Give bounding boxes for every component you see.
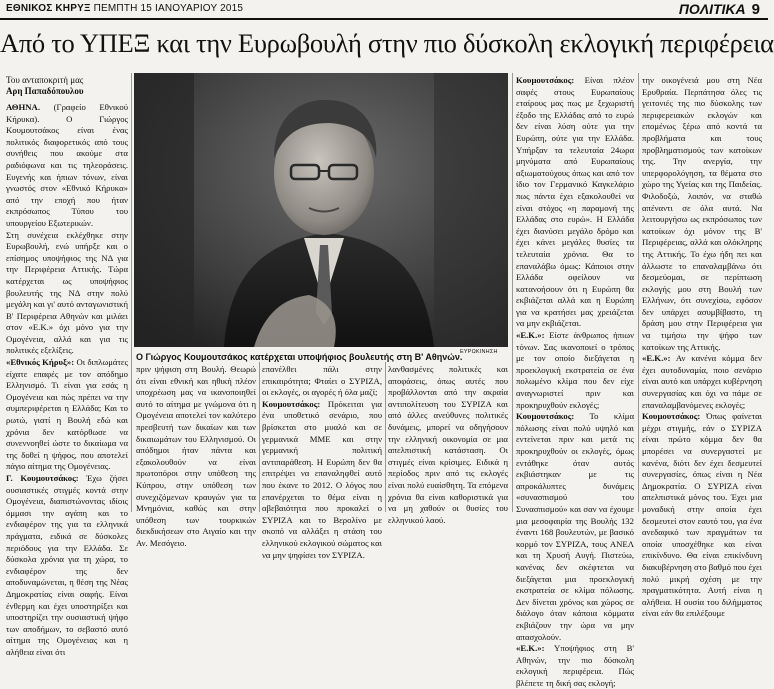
column-divider <box>638 73 639 512</box>
paragraph: «Εθνικός Κήρυξ»: Οι διπλωμάτες είχατε επαφές με τον απόδημο Ελληνισμό. Τι είναι για εσάς η Ομογένεια και πώς πρέπει να την συμπεριφέρεται η Ελλάδα; Και το ρωτώ, γιατί η Βουλή εδώ και χρόνια δεν κατόρθωσε να συνεννοηθεί ώστε το δικαίωμα να της δοθεί η ψήφος, που αποτελεί πάγιο αίτημα της Ομογένειας. <box>6 357 128 472</box>
page-header <box>0 0 768 19</box>
header-rule <box>0 18 768 20</box>
column-divider <box>131 73 132 512</box>
paragraph: Κουμουτσάκος: Όπως φαίνεται μέχρι στιγμής, εάν ο ΣΥΡΙΖΑ είναι πρώτο κόμμα δεν θα μπορέσει να συνεργαστεί με κανένα, διότι δεν έχει δεσμευτεί συνεργασίες, όπως είναι η Νέα Δημοκρατία. Ο ΣΥΡΙΖΑ είναι απελπιστικά μόνος του. Έχει μια μοναδική στην οποία έχει δεσμευτεί στον εαυτό του, για ένα ανεδαφικό των πραγμάτων τα οποία υποσχέθηκε και είναι επικίνδυνο. Θα είναι επικίνδυνη διακυβέρνηση στο βαθμό που έχει πολύ μικρή σχέση με την πραγματικότητα. Αυτή είναι η αλήθεια. Η ουσία του διλήμματος είναι εάν θα επιλέξουμε <box>642 411 762 619</box>
paragraph: «Ε.Κ.»: Αν κανένα κόμμα δεν έχει αυτοδυναμία, ποιο σενάριο είναι αυτό και υπάρχει κυβέρνηση συνεργασίας και όχι να πάμε σε επαναλαμβανόμενες εκλογές; <box>642 353 762 410</box>
byline-prefix: Του ανταποκριτή μας <box>6 75 84 85</box>
column-1 <box>6 75 128 657</box>
paragraph: Γ. Κουμουτσάκος: Έχω ζήσει ουσιαστικές στιγμές κοντά στην Ομογένεια, διαπιστώνοντας ιδίοις όμμασι την αγάπη και το ενδιαφέρον της για τα ελληνικά πράγματα, ειδικά σε δύσκολες περιόδους για την Ελλάδα. Σε δύσκολα χρόνια για τη χώρα, το ενδιαφέρον της δεν αποδυναμώνεται, η θέση της Νέας Δημοκρατίας είναι σαφής. Είναι ένθερμη και έχει υποστηρίξει και υποστηρίζει την ουσιαστική ψήφο των αποδήμων, το σεβαστό αυτό αίτημα της Ομογένειας και η αλήθεια είναι ότι <box>6 473 128 657</box>
headline: Από το ΥΠΕΞ και την Ευρωβουλή στην πιο δύσκολη εκλογική περιφέρεια <box>0 28 774 58</box>
column-6 <box>642 75 762 619</box>
issue-date: ΠΕΜΠΤΗ 15 ΙΑΝΟΥΑΡΙΟΥ 2015 <box>93 3 244 14</box>
photo-caption: Ο Γιώργος Κουμουτσάκος κατέρχεται υποψήφιος βουλευτής στη Β' Αθηνών. <box>136 352 463 362</box>
paragraph: Κουμουτσάκος: Πρόκειται για ένα υποθετικό σενάριο, που βρίσκεται στο μυαλό και σε γερμανικά ΜΜΕ και στην γερμανική πολιτική αντιπαράθεση. Η Ευρώπη δεν θα επιτρέψει να επαναληφθεί αυτό που έκανε το 2012. Ο λόγος που επανέρχεται το θέμα είναι η αβεβαιότητα που προκαλεί ο ΣΥΡΙΖΑ και το Βερολίνο με σκοπό να αλλάξει η στάση του ελληνικού εκλογικού σώματος και να μην ψηφίσει τον ΣΥΡΙΖΑ. <box>262 398 382 560</box>
paragraph: «Ε.Κ.»: Είστε άνθρωπος ήπιων τόνων. Σας ικανοποιεί ο τρόπος με τον οποίο διεξάγεται η προεκλογική εκστρατεία σε ένα πολωμένο κλίμα που δεν είχε αναγνωριστεί πριν και προκηρυχθούν εκλογές; <box>516 330 634 410</box>
paragraph: πριν ψήφιση στη Βουλή. Θεωρώ ότι είναι εθνική και ηθική πλέον υποχρέωση μας να ικανοποιηθεί αυτό το αίτημα με γνώμονα ότι η Ομογένεια αποτελεί τον καλύτερο πρεσβευτή των δικαίων και των δικαιωμάτων του Ελληνισμού. Οι απόδημοι ήταν πάντα και εξακολουθούν να είναι πρωτοπόροι στην υπόθεση της Κύπρου, στην υπόθεση των συνεχιζόμενων κραυγών για τα Μνημόνια, καθώς και στην υπόθεση των τουρκικών διεκδικήσεων στο Αιγαίο και την Αν. Μεσόγειο. <box>136 364 256 548</box>
paragraph: ΑΘΗΝΑ. (Γραφείο Εθνικού Κήρυκα). Ο Γιώργος Κουμουτσάκος είναι ένας πολιτικός διαφορετικός από τους συνήθεις που ακούμε στα ραδιόφωνα και τις τηλεοράσεις. Ευγενής και ήπιων τόνων, είναι γνωστός στον «Εθνικό Κήρυκα» από την εποχή που ήταν εκπρόσωπος Τύπου του υπουργείου Εξωτερικών. <box>6 102 128 228</box>
paragraph: επανέλθει πάλι στην επικαιρότητα; Φταίει ο ΣΥΡΙΖΑ, οι εκλογές, οι αγορές ή όλα μαζί; <box>262 364 382 398</box>
masthead <box>6 3 243 14</box>
column-3 <box>262 364 382 560</box>
column-5 <box>516 75 634 688</box>
column-divider <box>385 362 386 512</box>
column-4 <box>388 364 508 525</box>
portrait-image <box>134 73 508 347</box>
article-photo <box>134 73 508 347</box>
paragraph: «Ε.Κ.»: Υποψήφιος στη Β' Αθηνών, την πιο δύσκολη εκλογική περιφέρεια. Πώς βλέπετε τη δική σας εκλογή; <box>516 643 634 688</box>
column-2 <box>136 364 256 548</box>
paragraph: Στη συνέχεια εκλέχθηκε στην Ευρωβουλή, ενώ υπήρξε και ο επίσημος υποψήφιος της ΝΔ για την Περιφέρεια Αττικής. Τώρα κατέρχεται ως υποψήφιος βουλευτής της ΝΔ στην πολύ μεγάλη και γι' αυτό ανταγωνιστική Β' Περιφέρεια Αθηνών και μιλάει στον «Ε.Κ.» όχι μόνο για την Ομογένεια, αλλά και για τις πολιτικές εξελίξεις. <box>6 229 128 356</box>
section-label <box>679 1 760 18</box>
section-name: ΠΟΛΙΤΙΚΑ <box>678 1 746 17</box>
byline-name: Αρη Παπαδόπουλου <box>6 86 84 96</box>
paragraph: την οικογένειά μου στη Νέα Ερυθραία. Περπάτησα όλες τις γειτονιές της πιο δύσκολης των περιφερειακών εκλογών και επομένως ξέρω από κοντά τα προβλήματα και τους προβληματισμούς των κατοίκων της. Την ανεργία, την υπερφορολόγηση, τα θέματα στο χώρο της Υγείας και της Παιδείας. Φιλοδοξώ, λοιπόν, να σταθώ απέναντι σε όλα αυτά. Να λειτουργήσω ως εκπρόσωπος των κατοίκων όχι μόνον της Β' Περιφέρειας, αλλά και ολόκληρης της Αττικής. Το έχω ήδη πει και άλλωστε το επαναλαμβάνω ότι δεσμεύομαι, σε περίπτωση εκλογής μου στη Βουλή των Ελλήνων, ότι συνεχίσω, εφόσον δεν υπάρχει ασυμβίβαστο, τη δράση μου στην Περιφέρεια για να τιμήσω την ψήφο των κατοίκων της Αττικής. <box>642 75 762 352</box>
paragraph: Κουμουτσάκος: Είναι πλέον σαφές στους Ευρωπαίους εταίρους μας πως με ξεχωριστή έξοδο της Ελλάδας από το ευρώ δεν είναι λύση ούτε για την Ευρώπη, ούτε για την Ελλάδα. Υπήρξαν τα τελευταία 24ωρα μηνύματα από Ευρωπαίους αξιωματούχους όπως και από τον ίδιο τον Γερμανικό Καγκελάριο πως πάντα έχει εξακολουθεί να είναι στόχος «η παραμονή της Ελλάδας στο ευρώ». Η Ελλάδα έχει διανύσει μεγάλο δρόμο και έχει κάνει μεγάλες θυσίες τα τελευταία χρόνια. Θα το επαναλάβω όμως: Κάποιοι στην Ελλάδα οφείλουν να κατανοήσουν ότι η Ευρώπη θα εκβιάζεται αλλά και η Ευρώπη για να κρατήσει μας χρειάζεται να μην εκβιάζεται. <box>516 75 634 329</box>
page-number: 9 <box>751 1 760 18</box>
byline <box>6 75 128 97</box>
paragraph: Κουμουτσάκος: Το κλίμα πόλωσης είναι πολύ υψηλό και εντείνεται πριν και μετά τις προκηρυχθούν οι εκλογές, όμως εντάθηκε όταν αυτός εκβιάστηκαν με τις απροκάλυπτες δυνάμεις «συνασπισμού του Συνασπισμού» και σαν να έχουμε μια μεσοφαιρία της Βουλής 132 έναντι 168 βουλευτών, με βασικό κορμό τον ΣΥΡΙΖΑ, τους ΑΝΕΛ και τη Χρυσή Αυγή. Πιστεύω, κανένας δεν σκέφτεται να διεξάγεται μια προεκλογική εκστρατεία σε κλίμα πόλωσης. Δεν δίνεται χρόνος και χώρος σε διάλογο όταν κάποια κόμματα εκβιάζουν την ώρα να μην απασχολούν. <box>516 411 634 642</box>
newspaper-name: ΕΘΝΙΚΟΣ ΚΗΡΥΞ <box>6 3 91 14</box>
paragraph: λανθασμένες πολιτικές και αποφάσεις, όπως αυτές που προβάλλονται από την ακραία αντιπολίτευση του ΣΥΡΙΖΑ και από άλλες ανεύθυνες πολιτικές δυνάμεις, μπορεί να οδηγήσουν την ελληνική οικονομία σε μια απελπιστική κατάσταση. Οι στιγμές είναι κρίσιμες. Ειδικά η περίοδος πριν από τις εκλογές είναι πολύ ευαίσθητη. Τα επόμενα χρόνια θα είναι καθοριστικά για να μη χαθούν οι θυσίες του ελληνικού λαού. <box>388 364 508 525</box>
column-divider <box>259 362 260 512</box>
photo-credit: ΕΥΡΩΚΙΝΗΣΗ <box>460 349 498 355</box>
column-divider <box>512 73 513 512</box>
